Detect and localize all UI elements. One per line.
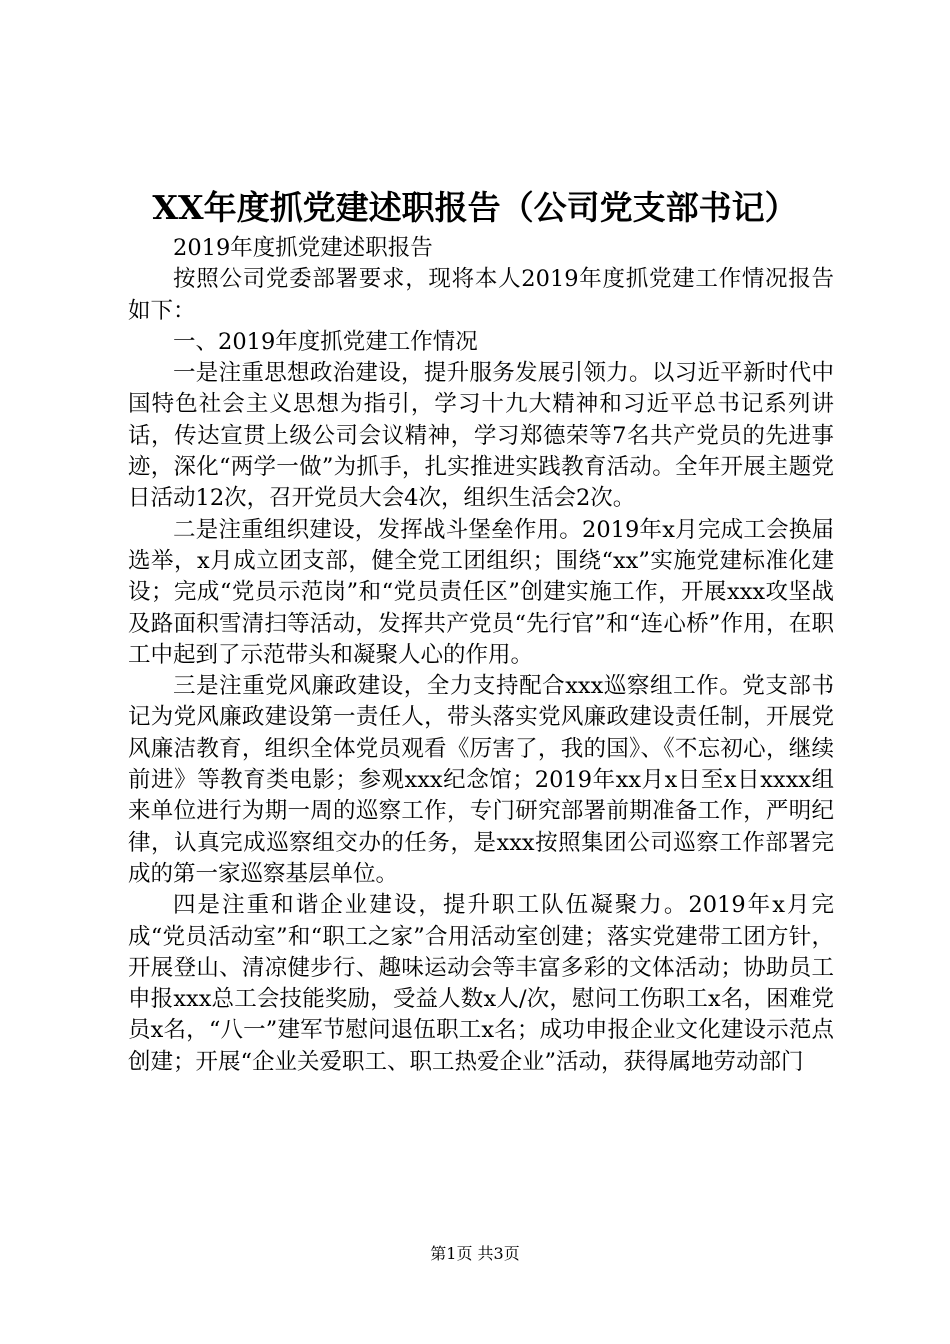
section-heading: 一、2019年度抓党建工作情况 bbox=[173, 328, 478, 355]
document-title: XX年度抓党建述职报告（公司党支部书记） bbox=[152, 188, 798, 227]
paragraph-integrity: 三是注重党风廉政建设，全力支持配合xxx巡察组工作。党支部书记为党风廉政建设第一责任人，带头落实党风廉政建设责任制，开展党风廉洁教育，组织全体党员观看《厉害了，我的国》、《不忘初心，继续前进》等教育类电影；参观xxx纪念馆；2019年xx月x日至x日xxxx组来单位进行为期一周的巡察工作，专门研究部署前期准备工作，严明纪律，认真完成巡察组交办的任务，是xxx按照集团公司巡察工作部署完成的第一家巡察基层单位。 bbox=[128, 673, 834, 887]
paragraph-report-name: 2019年度抓党建述职报告 bbox=[173, 235, 433, 261]
document-body bbox=[128, 233, 834, 1078]
page-footer: 第1页 共3页 bbox=[430, 1244, 520, 1263]
paragraph-ideology: 一是注重思想政治建设，提升服务发展引领力。以习近平新时代中国特色社会主义思想为指引，学习十九大精神和习近平总书记系列讲话，传达宣贯上级公司会议精神，学习郑德荣等7名共产党员的先进事迹，深化“两学一做”为抓手，扎实推进实践教育活动。全年开展主题党日活动12次，召开党员大会4次，组织生活会2次。 bbox=[128, 360, 834, 512]
paragraph-harmony: 四是注重和谐企业建设，提升职工队伍凝聚力。2019年x月完成“党员活动室”和“职工之家”合用活动室创建；落实党建带工团方针，开展登山、清凉健步行、趣味运动会等丰富多彩的文体活动；协助员工申报xxx总工会技能奖励，受益人数x人/次，慰问工伤职工x名，困难党员x名，“八一”建军节慰问退伍职工x名；成功申报企业文化建设示范点创建；开展“企业关爱职工、职工热爱企业”活动，获得属地劳动部门 bbox=[128, 892, 834, 1075]
paragraph-intro: 按照公司党委部署要求，现将本人2019年度抓党建工作情况报告如下： bbox=[128, 266, 834, 324]
paragraph-organization: 二是注重组织建设，发挥战斗堡垒作用。2019年x月完成工会换届选举，x月成立团支部，健全党工团组织；围绕“xx”实施党建标准化建设；完成“党员示范岗”和“党员责任区”创建实施工作，开展xxx攻坚战及路面积雪清扫等活动，发挥共产党员“先行官”和“连心桥”作用，在职工中起到了示范带头和凝聚人心的作用。 bbox=[128, 516, 834, 668]
